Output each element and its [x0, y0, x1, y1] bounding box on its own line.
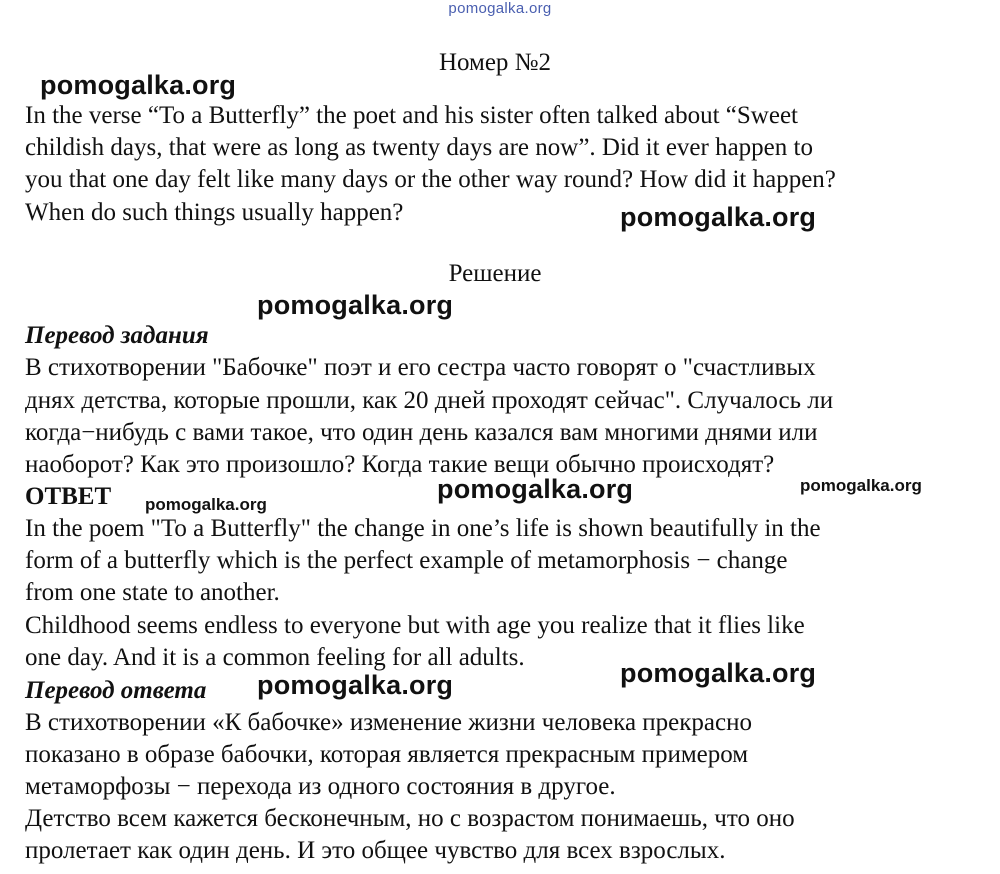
answer-translation-heading: Перевод ответа	[25, 677, 207, 704]
answer-line: from one state to another.	[25, 579, 280, 606]
page-title: Номер №2	[438, 49, 552, 76]
answer-translation-line: В стихотворении «К бабочке» изменение жизни человека прекрасно	[25, 709, 752, 736]
answer-line: form of a butterfly which is the perfect example of metamorphosis − change	[25, 547, 788, 574]
task-line: When do such things usually happen?	[25, 199, 404, 226]
watermark: pomogalka.org	[257, 670, 454, 700]
translation-line: В стихотворении "Бабочке" поэт и его сестра часто говорят о "счастливых	[25, 354, 816, 381]
answer-line: Childhood seems endless to everyone but with age you realize that it flies like	[25, 612, 805, 639]
translation-line: когда−нибудь с вами такое, что один день казался вам многими днями или	[25, 419, 818, 446]
answer-translation-line: Детство всем кажется бесконечным, но с возрастом понимаешь, что оно	[25, 805, 795, 832]
watermark: pomogalka.org	[620, 202, 817, 232]
answer-translation-line: показано в образе бабочки, которая является прекрасным примером	[25, 741, 749, 768]
watermark: pomogalka.org	[257, 290, 454, 320]
solution-heading: Решение	[448, 260, 542, 287]
watermark: pomogalka.org	[437, 474, 634, 504]
translation-line: днях детства, которые прошли, как 20 дней проходят сейчас". Случалось ли	[25, 387, 834, 414]
watermark: pomogalka.org	[800, 476, 922, 495]
answer-translation-line: метаморфозы − перехода из одного состояния в другое.	[25, 773, 616, 800]
answer-line: In the poem "To a Butterfly" the change in one’s life is shown beautifully in the	[25, 515, 821, 542]
watermark: pomogalka.org	[145, 495, 267, 514]
task-line: In the verse “To a Butterfly” the poet and his sister often talked about “Sweet	[25, 102, 798, 129]
task-line: childish days, that were as long as twenty days are now”. Did it ever happen to	[25, 134, 813, 161]
watermark: pomogalka.org	[40, 70, 237, 100]
task-line: you that one day felt like many days or the other way round? How did it happen?	[25, 166, 836, 193]
answer-heading: ОТВЕТ	[25, 483, 112, 510]
site-link[interactable]: pomogalka.org	[448, 0, 552, 17]
translation-line: наоборот? Как это произошло? Когда такие вещи обычно происходят?	[25, 451, 775, 478]
answer-line: one day. And it is a common feeling for all adults.	[25, 644, 525, 671]
translation-heading: Перевод задания	[25, 322, 209, 349]
answer-translation-line: пролетает как один день. И это общее чувство для всех взрослых.	[25, 837, 726, 864]
watermark: pomogalka.org	[620, 658, 817, 688]
